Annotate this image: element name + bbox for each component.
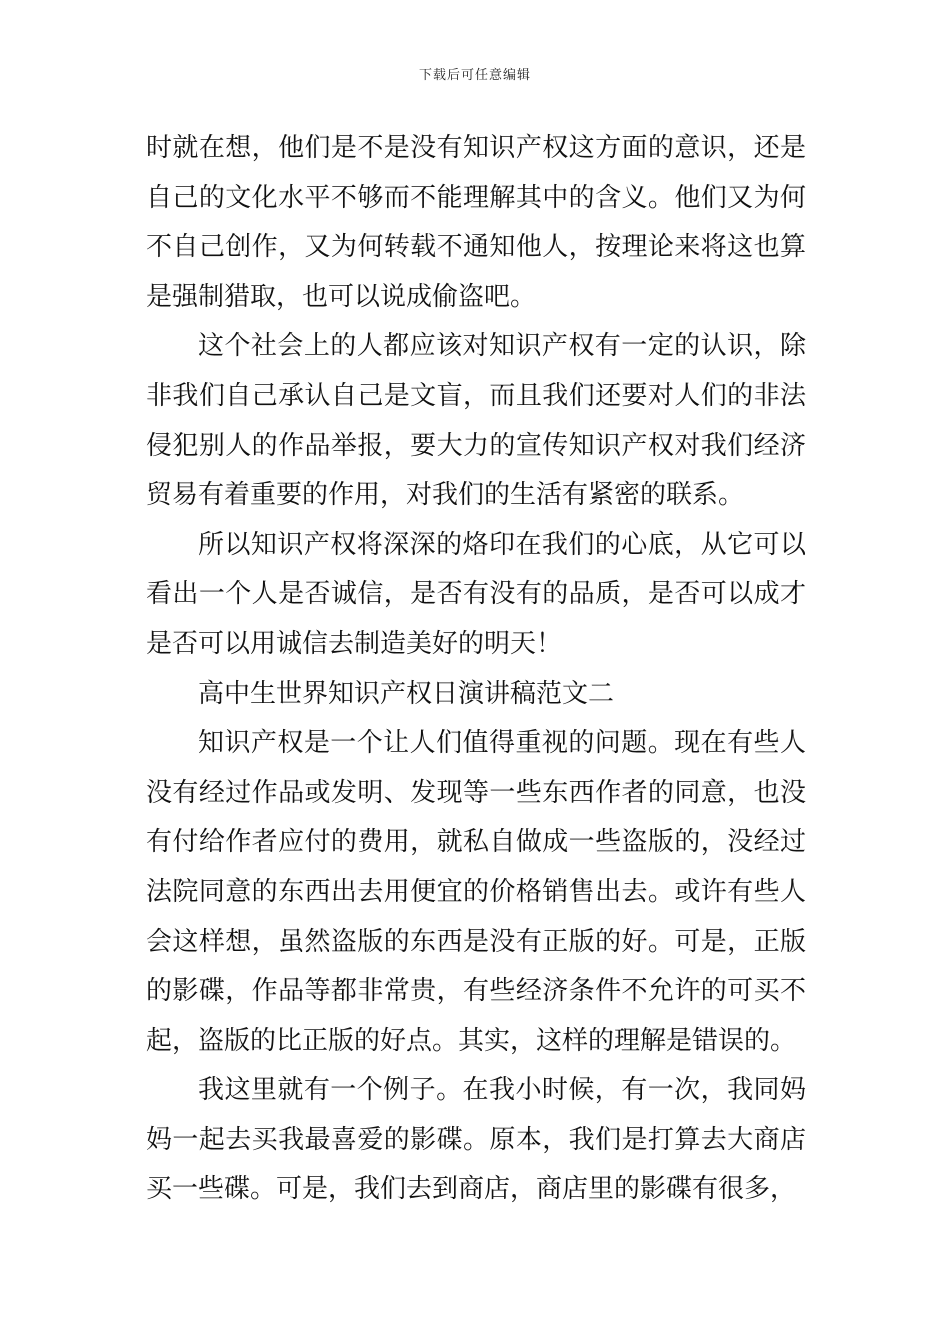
- section-heading: 高中生世界知识产权日演讲稿范文二: [198, 678, 615, 709]
- paragraph: 这个社会上的人都应该对知识产权有一定的认识，除非我们自己承认自己是文盲，而且我们还要对人们的非法侵犯别人的作品举报，要大力的宣传知识产权对我们经济贸易有着重要的作用，对我们的生活有紧密的联系。: [146, 331, 806, 511]
- paragraph: 所以知识产权将深深的烙印在我们的心底，从它可以看出一个人是否诚信，是否有没有的品质，是否可以成才是否可以用诚信去制造美好的明天！: [146, 529, 806, 659]
- paragraph-continued: 时就在想，他们是不是没有知识产权这方面的意识，还是自己的文化水平不够而不能理解其中的含义。他们又为何不自己创作，又为何转载不通知他人，按理论来将这也算是强制猎取，也可以说成偷盗吧。: [146, 133, 806, 312]
- page-header: 下载后可任意编辑: [418, 68, 531, 83]
- document-body: [146, 124, 806, 1215]
- paragraph: 我这里就有一个例子。在我小时候，有一次，我同妈妈一起去买我最喜爱的影碟。原本，我们是打算去大商店买一些碟。可是，我们去到商店，商店里的影碟有很多，: [146, 1075, 806, 1205]
- paragraph: 知识产权是一个让人们值得重视的问题。现在有些人没有经过作品或发明、发现等一些东西作者的同意，也没有付给作者应付的费用，就私自做成一些盗版的，没经过法院同意的东西出去用便宜的价格销售出去。或许有些人会这样想，虽然盗版的东西是没有正版的好。可是，正版的影碟，作品等都非常贵，有些经济条件不允许的可买不起，盗版的比正版的好点。其实，这样的理解是错误的。: [146, 728, 806, 1056]
